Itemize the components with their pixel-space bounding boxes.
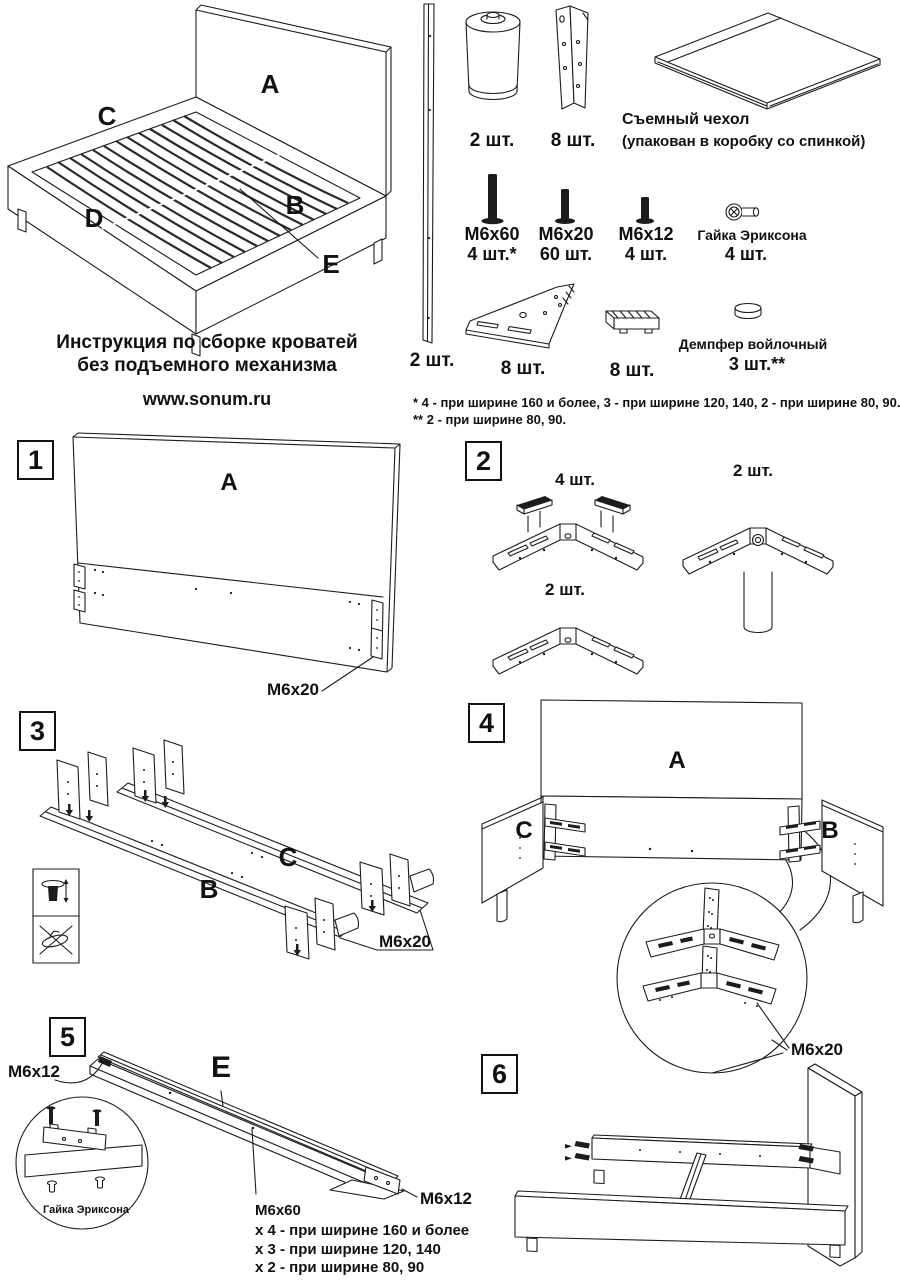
step2-qty-dampers: 4 шт. — [555, 470, 595, 489]
step5-beam-label: E — [210, 1051, 232, 1084]
bolt-m6x20-qty: 60 шт. — [539, 244, 593, 264]
step5-bolt-name: M6x60 — [255, 1202, 301, 1219]
step4-rail-c-label: C — [515, 817, 533, 844]
part-felt-damper — [735, 304, 761, 319]
strip-qty: 2 шт. — [409, 350, 455, 371]
step2-qty-leg-plates: 2 шт. — [733, 461, 773, 480]
bracket-qty: 8 шт. — [500, 358, 546, 379]
bolt-m6x20-name: M6x20 — [538, 224, 594, 244]
step3-drawing — [33, 740, 434, 963]
doc-title-line1: Инструкция по сборке кроватей — [56, 332, 358, 353]
step6-drawing — [515, 1064, 862, 1266]
step5-m6x12-right-leader — [402, 1189, 417, 1197]
damper-name: Демпфер войлочный — [678, 336, 828, 352]
pad-qty: 8 шт. — [609, 360, 655, 381]
footnote-2: ** 2 - при ширине 80, 90. — [413, 412, 567, 427]
bed-label-e: E — [322, 249, 340, 279]
website-link[interactable]: www.sonum.ru — [142, 389, 272, 409]
step4-screw-label: M6x20 — [791, 1040, 843, 1059]
part-bolts — [482, 174, 655, 224]
step1-number: 1 — [17, 440, 54, 480]
bed-label-d: D — [84, 203, 104, 233]
step1-panel-label: A — [220, 469, 238, 496]
step3-rail-b-label: B — [199, 874, 219, 904]
step5-screw-right-label: M6x12 — [420, 1189, 472, 1208]
bed-label-b: B — [285, 190, 305, 220]
part-pad — [606, 311, 659, 333]
part-cover — [655, 13, 880, 109]
part-corner-bracket-large — [466, 284, 574, 348]
step5-bolt-opt1: x 4 - при ширине 160 и более — [255, 1222, 470, 1239]
nut-name: Гайка Эриксона — [697, 227, 807, 243]
part-angle-bracket — [556, 6, 588, 109]
step3-screw-label: M6x20 — [379, 932, 431, 951]
step5-bolt-opt2: x 3 - при ширине 120, 140 — [255, 1241, 441, 1258]
angle-qty: 8 шт. — [550, 130, 596, 151]
step5-m6x60-leader — [252, 1129, 256, 1194]
bolt-m6x60-name: M6x60 — [464, 224, 520, 244]
bed-label-c: C — [97, 101, 117, 131]
bolt-m6x60-qty: 4 шт.* — [467, 244, 517, 264]
part-erickson-nut — [726, 204, 759, 220]
step3-number: 3 — [19, 711, 56, 751]
step5-bolt-opt3: x 2 - при ширине 80, 90 — [255, 1259, 425, 1276]
bed-label-a: A — [260, 69, 280, 99]
step5-screw-left-label: M6x12 — [8, 1062, 60, 1081]
step2-qty-plain-plates: 2 шт. — [545, 580, 585, 599]
step5-nut-label: Гайка Эриксона — [43, 1204, 129, 1216]
step2-number: 2 — [465, 441, 502, 481]
step5-number: 5 — [49, 1017, 86, 1057]
bolt-m6x12-name: M6x12 — [618, 224, 674, 244]
step1-screw-label: M6x20 — [267, 680, 319, 699]
bed-overview-drawing — [8, 5, 391, 356]
doc-title-line2: без подъемного механизма — [77, 355, 337, 376]
step4-number: 4 — [468, 703, 505, 743]
nut-qty: 4 шт. — [724, 244, 768, 264]
cover-note: (упакован в коробку со спинкой) — [622, 133, 866, 150]
step6-number: 6 — [481, 1054, 518, 1094]
part-leg-cylinder — [466, 12, 520, 100]
step3-rail-c-label: C — [278, 842, 298, 872]
step2-drawing — [493, 496, 833, 674]
step4-rail-b-label: B — [821, 817, 839, 844]
bolt-m6x12-qty: 4 шт. — [624, 244, 668, 264]
damper-qty: 3 шт.** — [728, 354, 786, 374]
footnote-1: * 4 - при ширине 160 и более, 3 - при ширине 120, 140, 2 - при ширине 80, 90. — [413, 395, 900, 410]
part-strip — [423, 4, 434, 343]
leg-qty: 2 шт. — [469, 130, 515, 151]
step4-panel-label: A — [668, 747, 686, 774]
cover-title: Съемный чехол — [622, 111, 750, 128]
